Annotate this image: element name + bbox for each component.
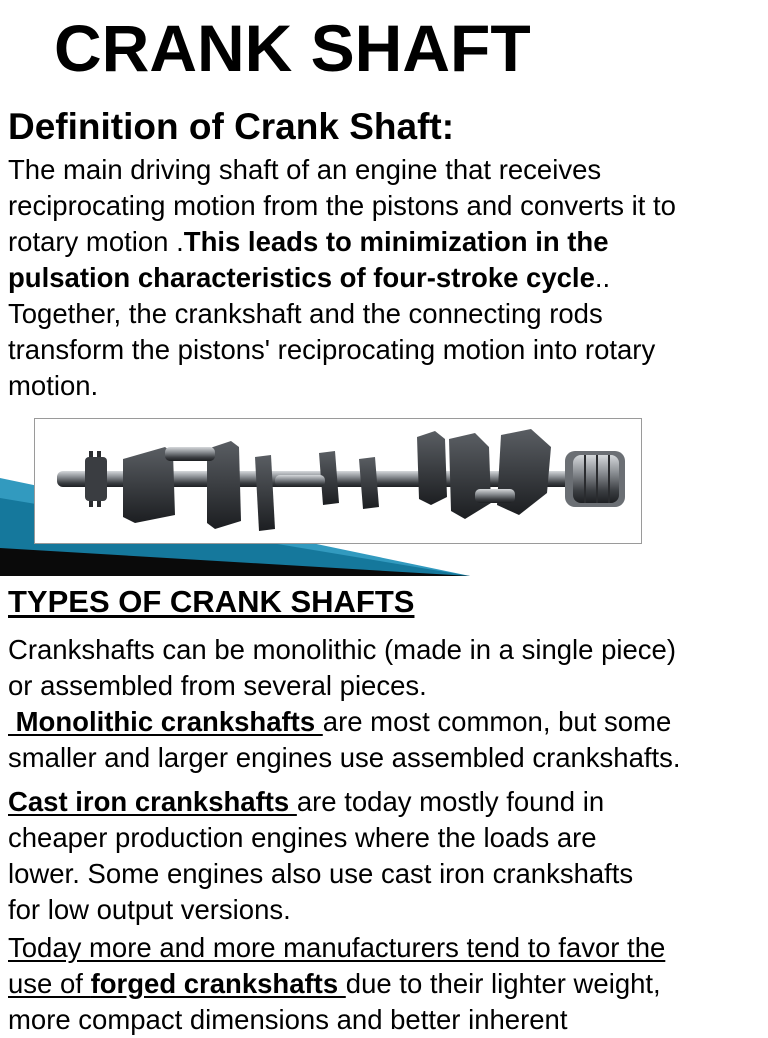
types-p3-line-2-rest: due to their lighter weight, [345, 968, 661, 999]
monolithic-term: Monolithic crankshafts [8, 706, 323, 737]
definition-line-5: Together, the crankshaft and the connecting rods [8, 298, 603, 329]
crankshaft-image [34, 418, 642, 544]
definition-line-2: reciprocating motion from the pistons and converts it to [8, 190, 676, 221]
definition-line-7: motion. [8, 370, 99, 401]
crankshaft-photo-icon [35, 419, 641, 543]
types-p3-line-3: more compact dimensions and better inherent [8, 1004, 568, 1035]
definition-line-1: The main driving shaft of an engine that receives [8, 154, 602, 185]
types-p2-line-2: cheaper production engines where the loads are [8, 822, 597, 853]
types-p3-line-1 [8, 930, 760, 966]
definition-line-6: transform the pistons' reciprocating motion into rotary [8, 334, 656, 365]
types-p2-line-3: lower. Some engines also use cast iron crankshafts [8, 858, 634, 889]
types-p2-line-1 [8, 784, 760, 820]
types-paragraph-3 [8, 930, 760, 1038]
types-paragraph-2 [8, 784, 760, 928]
definition-line-3-plain: rotary motion . [8, 226, 184, 257]
types-p3-line-2-start: use of [8, 968, 91, 999]
types-paragraph-1 [8, 632, 760, 776]
types-p1-line-2: or assembled from several pieces. [8, 670, 427, 701]
types-p1-line-1: Crankshafts can be monolithic (made in a single piece) [8, 634, 676, 665]
types-p1-line-4: smaller and larger engines use assembled crankshafts. [8, 742, 681, 773]
types-p2-line-4: for low output versions. [8, 894, 291, 925]
types-heading: TYPES OF CRANK SHAFTS [8, 584, 415, 619]
cast-iron-term: Cast iron crankshafts [8, 786, 297, 817]
page-title: CRANK SHAFT [54, 11, 531, 85]
definition-emphasis-1: This leads to minimization in the [183, 226, 609, 257]
definition-line-3 [8, 224, 760, 260]
types-p3-line-2 [8, 966, 760, 1002]
definition-line-4 [8, 260, 760, 296]
types-p2-line-1-rest: are today mostly found in [296, 786, 605, 817]
definition-line-4-plain: .. [594, 262, 611, 293]
definition-paragraph [8, 152, 760, 404]
types-p1-line-3 [8, 704, 760, 740]
types-p3-line-1-text: Today more and more manufacturers tend to favor the [8, 932, 666, 963]
definition-emphasis-2: pulsation characteristics of four-stroke cycle [8, 262, 595, 293]
types-p1-line-3-rest: are most common, but some [322, 706, 672, 737]
forged-term: forged crankshafts [90, 968, 346, 999]
definition-heading: Definition of Crank Shaft: [8, 106, 455, 147]
